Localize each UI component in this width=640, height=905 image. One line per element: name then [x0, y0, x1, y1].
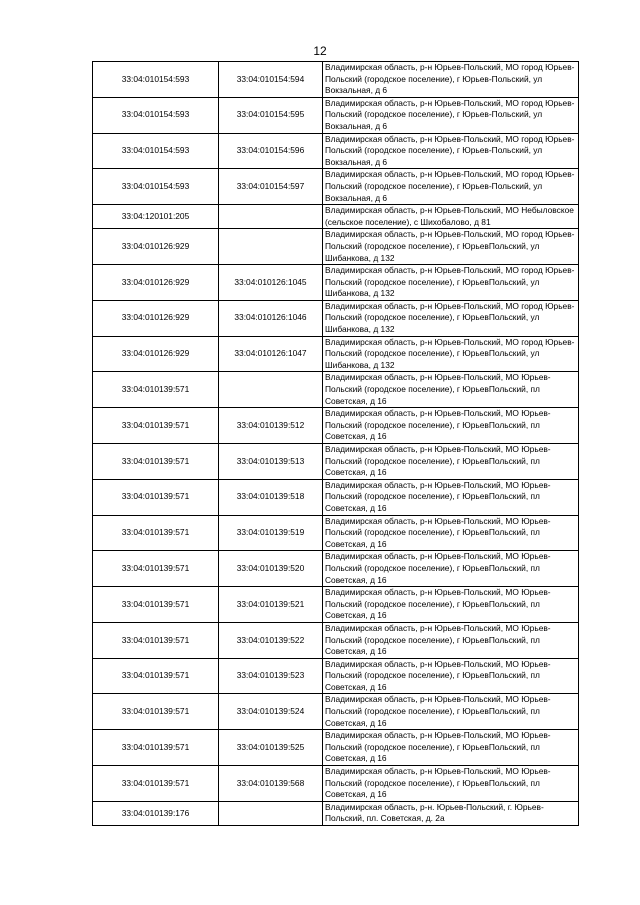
address-cell: Владимирская область, р-н Юрьев-Польский, МО Юрьев-Польский (городское поселение), г ЮрьевПольский, пл Советская, д 16 [323, 372, 579, 408]
object-number-cell: 33:04:010154:595 [219, 97, 323, 133]
address-cell: Владимирская область, р-н Юрьев-Польский, МО Юрьев-Польский (городское поселение), г ЮрьевПольский, пл Советская, д 16 [323, 444, 579, 480]
object-number-cell: 33:04:010139:513 [219, 444, 323, 480]
object-number-cell: 33:04:010139:522 [219, 622, 323, 658]
object-number-cell [219, 801, 323, 825]
address-cell: Владимирская область, р-н Юрьев-Польский, МО город Юрьев-Польский (городское поселение), г ЮрьевПольский, ул Шибанкова, д 132 [323, 265, 579, 301]
object-number-cell: 33:04:010139:525 [219, 730, 323, 766]
object-number-cell [219, 372, 323, 408]
parcel-number-cell: 33:04:010139:571 [93, 515, 219, 551]
table-row [93, 479, 579, 515]
parcel-number-cell: 33:04:010126:929 [93, 336, 219, 372]
parcel-number-cell: 33:04:010139:571 [93, 622, 219, 658]
object-number-cell: 33:04:010126:1046 [219, 300, 323, 336]
object-number-cell: 33:04:010139:519 [219, 515, 323, 551]
address-cell: Владимирская область, р-н Юрьев-Польский, МО Небыловское (сельское поселение), с Шихобалово, д 81 [323, 205, 579, 229]
table-row [93, 551, 579, 587]
object-number-cell: 33:04:010154:596 [219, 133, 323, 169]
table-row [93, 265, 579, 301]
parcel-number-cell: 33:04:010139:571 [93, 587, 219, 623]
address-cell: Владимирская область, р-н Юрьев-Польский, МО город Юрьев-Польский (городское поселение), г ЮрьевПольский, ул Шибанкова, д 132 [323, 336, 579, 372]
table-row [93, 515, 579, 551]
address-cell: Владимирская область, р-н Юрьев-Польский, МО город Юрьев-Польский (городское поселение), г Юрьев-Польский, ул Вокзальная, д 6 [323, 62, 579, 98]
table-row [93, 336, 579, 372]
address-cell: Владимирская область, р-н Юрьев-Польский, МО Юрьев-Польский (городское поселение), г ЮрьевПольский, пл Советская, д 16 [323, 408, 579, 444]
object-number-cell: 33:04:010139:520 [219, 551, 323, 587]
object-number-cell: 33:04:010126:1047 [219, 336, 323, 372]
address-cell: Владимирская область, р-н Юрьев-Польский, МО Юрьев-Польский (городское поселение), г ЮрьевПольский, пл Советская, д 16 [323, 622, 579, 658]
address-cell: Владимирская область, р-н Юрьев-Польский, МО город Юрьев-Польский (городское поселение), г ЮрьевПольский, ул Шибанкова, д 132 [323, 300, 579, 336]
table-row [93, 694, 579, 730]
parcel-number-cell: 33:04:010139:571 [93, 766, 219, 802]
address-cell: Владимирская область, р-н Юрьев-Польский, МО Юрьев-Польский (городское поселение), г ЮрьевПольский, пл Советская, д 16 [323, 479, 579, 515]
parcel-number-cell: 33:04:010154:593 [93, 62, 219, 98]
address-cell: Владимирская область, р-н Юрьев-Польский, МО Юрьев-Польский (городское поселение), г ЮрьевПольский, пл Советская, д 16 [323, 515, 579, 551]
table-row [93, 408, 579, 444]
object-number-cell [219, 205, 323, 229]
table-row [93, 372, 579, 408]
address-cell: Владимирская область, р-н Юрьев-Польский, МО Юрьев-Польский (городское поселение), г ЮрьевПольский, пл Советская, д 16 [323, 766, 579, 802]
parcel-number-cell: 33:04:010139:571 [93, 408, 219, 444]
table-row [93, 229, 579, 265]
table-row [93, 205, 579, 229]
address-cell: Владимирская область, р-н Юрьев-Польский, МО Юрьев-Польский (городское поселение), г ЮрьевПольский, пл Советская, д 16 [323, 658, 579, 694]
object-number-cell: 33:04:010139:524 [219, 694, 323, 730]
parcel-number-cell: 33:04:010139:571 [93, 479, 219, 515]
address-cell: Владимирская область, р-н. Юрьев-Польский, г. Юрьев-Польский, пл. Советская, д. 2а [323, 801, 579, 825]
table-row [93, 730, 579, 766]
object-number-cell: 33:04:010139:518 [219, 479, 323, 515]
object-number-cell: 33:04:010154:597 [219, 169, 323, 205]
table-row [93, 62, 579, 98]
address-cell: Владимирская область, р-н Юрьев-Польский, МО город Юрьев-Польский (городское поселение), г Юрьев-Польский, ул Вокзальная, д 6 [323, 97, 579, 133]
table-body [93, 62, 579, 826]
object-number-cell [219, 229, 323, 265]
object-number-cell: 33:04:010154:594 [219, 62, 323, 98]
table-row [93, 300, 579, 336]
cadastral-table [92, 61, 579, 826]
address-cell: Владимирская область, р-н Юрьев-Польский, МО Юрьев-Польский (городское поселение), г ЮрьевПольский, пл Советская, д 16 [323, 730, 579, 766]
table-row [93, 97, 579, 133]
parcel-number-cell: 33:04:010126:929 [93, 300, 219, 336]
table-row [93, 766, 579, 802]
address-cell: Владимирская область, р-н Юрьев-Польский, МО город Юрьев-Польский (городское поселение), г Юрьев-Польский, ул Вокзальная, д 6 [323, 169, 579, 205]
parcel-number-cell: 33:04:010126:929 [93, 265, 219, 301]
parcel-number-cell: 33:04:010126:929 [93, 229, 219, 265]
parcel-number-cell: 33:04:010154:593 [93, 133, 219, 169]
parcel-number-cell: 33:04:010139:571 [93, 551, 219, 587]
object-number-cell: 33:04:010139:523 [219, 658, 323, 694]
address-cell: Владимирская область, р-н Юрьев-Польский, МО город Юрьев-Польский (городское поселение), г Юрьев-Польский, ул Вокзальная, д 6 [323, 133, 579, 169]
parcel-number-cell: 33:04:010139:571 [93, 658, 219, 694]
table-row [93, 169, 579, 205]
parcel-number-cell: 33:04:010154:593 [93, 97, 219, 133]
table-row [93, 658, 579, 694]
table-row [93, 801, 579, 825]
table-row [93, 444, 579, 480]
address-cell: Владимирская область, р-н Юрьев-Польский, МО Юрьев-Польский (городское поселение), г ЮрьевПольский, пл Советская, д 16 [323, 551, 579, 587]
parcel-number-cell: 33:04:010139:571 [93, 372, 219, 408]
address-cell: Владимирская область, р-н Юрьев-Польский, МО Юрьев-Польский (городское поселение), г ЮрьевПольский, пл Советская, д 16 [323, 587, 579, 623]
parcel-number-cell: 33:04:010139:571 [93, 444, 219, 480]
table-row [93, 587, 579, 623]
object-number-cell: 33:04:010139:568 [219, 766, 323, 802]
page-number: 12 [313, 44, 327, 58]
address-cell: Владимирская область, р-н Юрьев-Польский, МО Юрьев-Польский (городское поселение), г ЮрьевПольский, пл Советская, д 16 [323, 694, 579, 730]
object-number-cell: 33:04:010126:1045 [219, 265, 323, 301]
parcel-number-cell: 33:04:010139:571 [93, 694, 219, 730]
table-row [93, 622, 579, 658]
parcel-number-cell: 33:04:120101:205 [93, 205, 219, 229]
address-cell: Владимирская область, р-н Юрьев-Польский, МО город Юрьев-Польский (городское поселение), г ЮрьевПольский, ул Шибанкова, д 132 [323, 229, 579, 265]
parcel-number-cell: 33:04:010154:593 [93, 169, 219, 205]
object-number-cell: 33:04:010139:512 [219, 408, 323, 444]
object-number-cell: 33:04:010139:521 [219, 587, 323, 623]
parcel-number-cell: 33:04:010139:571 [93, 730, 219, 766]
parcel-number-cell: 33:04:010139:176 [93, 801, 219, 825]
table-row [93, 133, 579, 169]
